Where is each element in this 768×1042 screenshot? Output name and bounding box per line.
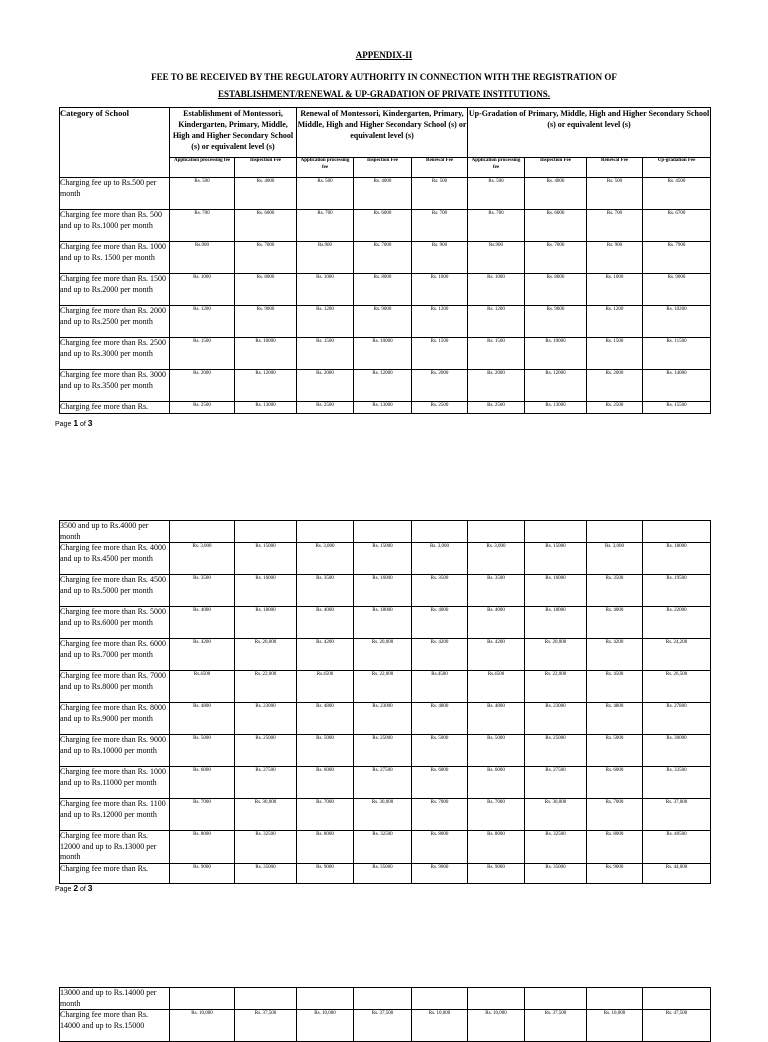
fee-cell: Rs.900 bbox=[170, 242, 235, 274]
fee-cell: Rs. 44,000 bbox=[643, 863, 711, 883]
row-category-label: 3500 and up to Rs.4000 per month bbox=[60, 521, 170, 543]
fee-cell: Rs. 1500 bbox=[170, 338, 235, 370]
fee-cell: Rs. 22000 bbox=[643, 607, 711, 639]
fee-cell: Rs. 12000 bbox=[525, 370, 587, 402]
fee-cell: Rs. 12000 bbox=[235, 370, 297, 402]
fee-row bbox=[60, 703, 711, 735]
fee-cell: Rs. 2000 bbox=[170, 370, 235, 402]
fee-cell bbox=[235, 521, 297, 543]
fee-cell: Rs. 700 bbox=[297, 210, 354, 242]
renewal-header: Renewal of Montessori, Kindergarten, Primary, Middle, High and Higher Secondary School (s) or equivalent level (s) bbox=[297, 108, 468, 158]
fee-cell: Rs. 2500 bbox=[468, 402, 525, 414]
fee-cell: Rs. 4200 bbox=[412, 639, 468, 671]
heading-line-1: FEE TO BE RECEIVED BY THE REGULATORY AUTHORITY IN CONNECTION WITH THE REGISTRATION OF bbox=[151, 72, 617, 82]
fee-row bbox=[60, 575, 711, 607]
fee-cell: Rs. 22,000 bbox=[235, 671, 297, 703]
fee-cell: Rs. 4000 bbox=[170, 607, 235, 639]
fee-cell: Rs. 7000 bbox=[170, 799, 235, 831]
fee-cell: Rs. 7000 bbox=[354, 242, 412, 274]
fee-cell: Rs. 2000 bbox=[297, 370, 354, 402]
row-category-label: Charging fee more than Rs. 3000 and up to Rs.3500 per month bbox=[60, 370, 170, 402]
fee-row bbox=[60, 242, 711, 274]
fee-table-page-2 bbox=[59, 520, 711, 884]
fee-cell: Rs. 6000 bbox=[412, 767, 468, 799]
fee-cell: Rs. 5000 bbox=[170, 735, 235, 767]
fee-cell bbox=[587, 521, 643, 543]
fee-cell: Rs. 3,000 bbox=[412, 543, 468, 575]
fee-cell: Rs. 4500 bbox=[643, 178, 711, 210]
fee-cell: Rs. 500 bbox=[170, 178, 235, 210]
fee-cell: Rs. 500 bbox=[587, 178, 643, 210]
row-category-label: Charging fee more than Rs. 9000 and up to Rs.10000 per month bbox=[60, 735, 170, 767]
fee-cell: Rs. 4000 bbox=[468, 607, 525, 639]
fee-row bbox=[60, 639, 711, 671]
fee-cell: Rs. 9000 bbox=[170, 863, 235, 883]
fee-cell: Rs. 4800 bbox=[412, 703, 468, 735]
fee-cell: Rs. 3,000 bbox=[297, 543, 354, 575]
fee-row bbox=[60, 210, 711, 242]
fee-cell: Rs. 20,000 bbox=[525, 639, 587, 671]
fee-cell: Rs. 1000 bbox=[412, 274, 468, 306]
fee-cell: Rs. 15000 bbox=[525, 543, 587, 575]
fee-cell: Rs. 4000 bbox=[412, 607, 468, 639]
fee-row bbox=[60, 767, 711, 799]
fee-cell: Rs. 25000 bbox=[235, 735, 297, 767]
row-category-label: Charging fee more than Rs. 500 and up to Rs.1000 per month bbox=[60, 210, 170, 242]
subcol-header: Application processing fee bbox=[170, 158, 235, 178]
fee-cell: Rs. 6000 bbox=[235, 210, 297, 242]
fee-cell bbox=[170, 521, 235, 543]
fee-cell: Rs. 5000 bbox=[412, 735, 468, 767]
row-category-label: Charging fee more than Rs. 4500 and up to Rs.5000 per month bbox=[60, 575, 170, 607]
fee-cell bbox=[170, 988, 235, 1010]
fee-cell: Rs. 500 bbox=[412, 178, 468, 210]
fee-cell: Rs. 2500 bbox=[587, 402, 643, 414]
fee-row bbox=[60, 543, 711, 575]
fee-cell: Rs. 2000 bbox=[468, 370, 525, 402]
fee-cell: Rs. 35000 bbox=[525, 863, 587, 883]
fee-cell: Rs. 1200 bbox=[468, 306, 525, 338]
fee-cell: Rs. 1000 bbox=[587, 274, 643, 306]
fee-cell: Rs. 6700 bbox=[643, 210, 711, 242]
fee-cell: Rs. 30,000 bbox=[235, 799, 297, 831]
fee-cell: Rs. 4800 bbox=[170, 703, 235, 735]
fee-cell: Rs. 1500 bbox=[412, 338, 468, 370]
fee-cell: Rs. 700 bbox=[468, 210, 525, 242]
fee-cell: Rs. 9000 bbox=[412, 863, 468, 883]
fee-cell: Rs. 9000 bbox=[354, 306, 412, 338]
fee-cell: Rs. 12000 bbox=[354, 370, 412, 402]
fee-cell: Rs. 25000 bbox=[525, 735, 587, 767]
fee-cell: Rs. 4000 bbox=[235, 178, 297, 210]
fee-cell: Rs. 9000 bbox=[643, 274, 711, 306]
fee-cell: Rs. 4200 bbox=[170, 639, 235, 671]
fee-cell: Rs. 9000 bbox=[297, 863, 354, 883]
row-category-label: Charging fee more than Rs. 1000 and up to Rs.11000 per month bbox=[60, 767, 170, 799]
fee-row bbox=[60, 274, 711, 306]
row-category-label: Charging fee more than Rs. 7000 and up to Rs.8000 per month bbox=[60, 671, 170, 703]
fee-cell: Rs. 7000 bbox=[412, 799, 468, 831]
fee-cell bbox=[354, 988, 412, 1010]
fee-cell: Rs. 2500 bbox=[297, 402, 354, 414]
fee-cell: Rs. 3500 bbox=[468, 575, 525, 607]
fee-cell: Rs. 4800 bbox=[587, 703, 643, 735]
fee-cell bbox=[643, 988, 711, 1010]
fee-cell: Rs. 27500 bbox=[235, 767, 297, 799]
fee-cell: Rs. 40500 bbox=[643, 831, 711, 864]
fee-cell: Rs. 23000 bbox=[525, 703, 587, 735]
fee-cell: Rs. 2000 bbox=[412, 370, 468, 402]
fee-cell bbox=[468, 988, 525, 1010]
fee-cell: Rs. 700 bbox=[170, 210, 235, 242]
fee-cell: Rs. 30,000 bbox=[354, 799, 412, 831]
fee-cell: Rs. 14000 bbox=[643, 370, 711, 402]
fee-row bbox=[60, 402, 711, 414]
fee-cell: Rs. 16000 bbox=[354, 575, 412, 607]
page-footer-2 bbox=[55, 883, 93, 893]
fee-cell: Rs. 3500 bbox=[297, 575, 354, 607]
fee-cell bbox=[297, 988, 354, 1010]
fee-cell bbox=[297, 521, 354, 543]
row-category-label: Charging fee up to Rs.500 per month bbox=[60, 178, 170, 210]
fee-cell: Rs. 500 bbox=[468, 178, 525, 210]
fee-cell: Rs. 4200 bbox=[297, 639, 354, 671]
fee-cell: Rs. 7000 bbox=[468, 799, 525, 831]
fee-cell: Rs. 37,000 bbox=[643, 799, 711, 831]
fee-cell bbox=[525, 521, 587, 543]
fee-cell: Rs. 10,000 bbox=[412, 1010, 468, 1042]
fee-cell: Rs. 27500 bbox=[525, 767, 587, 799]
page-footer-1 bbox=[55, 418, 93, 428]
fee-cell: Rs. 18000 bbox=[643, 543, 711, 575]
fee-cell: Rs. 23000 bbox=[354, 703, 412, 735]
row-category-label: Charging fee more than Rs. 1000 and up to Rs. 1500 per month bbox=[60, 242, 170, 274]
row-category-label: Charging fee more than Rs. 2000 and up to Rs.2500 per month bbox=[60, 306, 170, 338]
fee-cell: Rs.4500 bbox=[468, 671, 525, 703]
fee-cell: Rs. 5000 bbox=[297, 735, 354, 767]
fee-cell: Rs.4500 bbox=[170, 671, 235, 703]
fee-cell: Rs. 47,500 bbox=[643, 1010, 711, 1042]
fee-cell: Rs. 22,000 bbox=[525, 671, 587, 703]
row-category-label: Charging fee more than Rs. 1500 and up to Rs.2000 per month bbox=[60, 274, 170, 306]
fee-cell: Rs. 8000 bbox=[170, 831, 235, 864]
fee-cell: Rs. 15500 bbox=[643, 402, 711, 414]
fee-cell: Rs. 13000 bbox=[525, 402, 587, 414]
fee-cell: Rs. 1200 bbox=[412, 306, 468, 338]
page-footer-of: of bbox=[80, 421, 86, 428]
fee-cell: Rs. 5000 bbox=[587, 735, 643, 767]
fee-cell bbox=[525, 988, 587, 1010]
fee-cell: Rs. 700 bbox=[412, 210, 468, 242]
fee-cell: Rs. 6000 bbox=[354, 210, 412, 242]
fee-cell: Rs. 4800 bbox=[297, 703, 354, 735]
fee-row bbox=[60, 1010, 711, 1042]
fee-cell: Rs. 8000 bbox=[297, 831, 354, 864]
fee-table-page-1 bbox=[59, 107, 711, 414]
fee-cell: Rs. 1500 bbox=[468, 338, 525, 370]
fee-cell: Rs. 6000 bbox=[587, 767, 643, 799]
row-category-label: Charging fee more than Rs. 6000 and up to Rs.7000 per month bbox=[60, 639, 170, 671]
fee-cell: Rs. 7900 bbox=[643, 242, 711, 274]
fee-cell: Rs. 1000 bbox=[170, 274, 235, 306]
fee-cell bbox=[643, 521, 711, 543]
fee-row bbox=[60, 338, 711, 370]
fee-cell: Rs. 3500 bbox=[587, 575, 643, 607]
fee-cell: Rs. 10000 bbox=[235, 338, 297, 370]
page-footer-total: 3 bbox=[87, 883, 93, 893]
subcol-header: Up-gradation Fee bbox=[643, 158, 711, 178]
fee-cell: Rs. 2500 bbox=[412, 402, 468, 414]
fee-cell: Rs. 15000 bbox=[354, 543, 412, 575]
heading-line-2: ESTABLISHMENT/RENEWAL & UP-GRADATION OF PRIVATE INSTITUTIONS. bbox=[217, 89, 551, 99]
fee-cell: Rs.900 bbox=[468, 242, 525, 274]
fee-cell: Rs. 22,000 bbox=[354, 671, 412, 703]
fee-cell: Rs. 19500 bbox=[643, 575, 711, 607]
fee-cell: Rs. 4200 bbox=[468, 639, 525, 671]
fee-cell: Rs. 5000 bbox=[468, 735, 525, 767]
page-footer-prefix: Page bbox=[55, 886, 72, 893]
fee-cell: Rs. 37,500 bbox=[525, 1010, 587, 1042]
fee-cell: Rs. 20,000 bbox=[354, 639, 412, 671]
fee-cell: Rs. 500 bbox=[297, 178, 354, 210]
row-category-label: Charging fee more than Rs. 2500 and up to Rs.3000 per month bbox=[60, 338, 170, 370]
page-footer-total: 3 bbox=[87, 418, 93, 428]
subcol-header: Inspection Fee bbox=[525, 158, 587, 178]
fee-row bbox=[60, 988, 711, 1010]
fee-cell: Rs. 27500 bbox=[354, 767, 412, 799]
fee-cell: Rs. 900 bbox=[587, 242, 643, 274]
row-category-label: Charging fee more than Rs. bbox=[60, 863, 170, 883]
page-footer-prefix: Page bbox=[55, 421, 72, 428]
fee-cell: Rs. 1200 bbox=[297, 306, 354, 338]
establishment-header: Establishment of Montessori, Kindergarten, Primary, Middle, High and Higher Secondary School (s) or equivalent level (s) bbox=[170, 108, 297, 158]
fee-cell: Rs. 8000 bbox=[412, 831, 468, 864]
row-category-label: Charging fee more than Rs. 12000 and up to Rs.13000 per month bbox=[60, 831, 170, 864]
fee-cell: Rs. 13000 bbox=[354, 402, 412, 414]
fee-cell: Rs. 8000 bbox=[468, 831, 525, 864]
fee-cell: Rs. 900 bbox=[412, 242, 468, 274]
page-footer-of: of bbox=[80, 886, 86, 893]
fee-cell: Rs. 30000 bbox=[643, 735, 711, 767]
fee-cell: Rs. 9000 bbox=[587, 863, 643, 883]
fee-cell: Rs. 3,000 bbox=[468, 543, 525, 575]
fee-cell: Rs. 6000 bbox=[297, 767, 354, 799]
fee-cell: Rs. 9000 bbox=[235, 306, 297, 338]
fee-cell: Rs. 11500 bbox=[643, 338, 711, 370]
fee-cell: Rs. 18000 bbox=[354, 607, 412, 639]
fee-cell: Rs. 8000 bbox=[587, 831, 643, 864]
row-category-label: Charging fee more than Rs. 8000 and up to Rs.9000 per month bbox=[60, 703, 170, 735]
fee-cell: Rs. 6000 bbox=[468, 767, 525, 799]
fee-cell: Rs. 4000 bbox=[525, 178, 587, 210]
fee-cell: Rs. 700 bbox=[587, 210, 643, 242]
subcol-header: Application processing fee bbox=[297, 158, 354, 178]
fee-cell: Rs.900 bbox=[297, 242, 354, 274]
fee-cell: Rs. 37,500 bbox=[235, 1010, 297, 1042]
fee-cell: Rs. 1000 bbox=[468, 274, 525, 306]
fee-cell: Rs. 16000 bbox=[525, 575, 587, 607]
fee-cell: Rs. 9000 bbox=[525, 306, 587, 338]
fee-cell: Rs. 18000 bbox=[525, 607, 587, 639]
fee-row bbox=[60, 306, 711, 338]
fee-cell: Rs. 6000 bbox=[170, 767, 235, 799]
fee-cell: Rs. 10,000 bbox=[297, 1010, 354, 1042]
fee-cell: Rs. 1000 bbox=[297, 274, 354, 306]
row-category-label: Charging fee more than Rs. 4000 and up to Rs.4500 per month bbox=[60, 543, 170, 575]
row-category-label: 13000 and up to Rs.14000 per month bbox=[60, 988, 170, 1010]
fee-cell: Rs. 10,000 bbox=[170, 1010, 235, 1042]
fee-cell bbox=[235, 988, 297, 1010]
fee-cell: Rs.4500 bbox=[412, 671, 468, 703]
fee-cell: Rs. 4000 bbox=[297, 607, 354, 639]
fee-cell: Rs. 8000 bbox=[235, 274, 297, 306]
fee-cell: Rs. 4200 bbox=[587, 639, 643, 671]
fee-cell: Rs. 4000 bbox=[587, 607, 643, 639]
fee-cell: Rs. 25000 bbox=[354, 735, 412, 767]
fee-cell: Rs. 2500 bbox=[170, 402, 235, 414]
row-category-label: Charging fee more than Rs. 5000 and up to Rs.6000 per month bbox=[60, 607, 170, 639]
fee-cell bbox=[468, 521, 525, 543]
fee-cell: Rs. 15000 bbox=[235, 543, 297, 575]
fee-row bbox=[60, 799, 711, 831]
fee-cell: Rs. 3,000 bbox=[587, 543, 643, 575]
fee-cell: Rs. 10000 bbox=[354, 338, 412, 370]
appendix-title: APPENDIX-II bbox=[355, 50, 413, 60]
fee-cell: Rs. 10,000 bbox=[468, 1010, 525, 1042]
fee-cell: Rs. 1200 bbox=[587, 306, 643, 338]
row-category-label: Charging fee more than Rs. bbox=[60, 402, 170, 414]
fee-cell: Rs. 23000 bbox=[235, 703, 297, 735]
fee-cell: Rs. 30,000 bbox=[525, 799, 587, 831]
fee-cell: Rs. 7000 bbox=[235, 242, 297, 274]
fee-cell: Rs. 24,200 bbox=[643, 639, 711, 671]
fee-cell: Rs. 4800 bbox=[468, 703, 525, 735]
fee-row bbox=[60, 831, 711, 864]
fee-cell: Rs. 3,000 bbox=[170, 543, 235, 575]
fee-cell: Rs. 7000 bbox=[297, 799, 354, 831]
fee-cell bbox=[354, 521, 412, 543]
subcol-header: Inspection Fee bbox=[354, 158, 412, 178]
fee-cell bbox=[412, 988, 468, 1010]
fee-cell: Rs. 10,000 bbox=[587, 1010, 643, 1042]
fee-cell bbox=[587, 988, 643, 1010]
fee-cell: Rs. 10000 bbox=[525, 338, 587, 370]
fee-cell: Rs. 37,500 bbox=[354, 1010, 412, 1042]
fee-cell: Rs. 32500 bbox=[354, 831, 412, 864]
row-category-label: Charging fee more than Rs. 1100 and up to Rs.12000 per month bbox=[60, 799, 170, 831]
fee-cell: Rs. 32500 bbox=[525, 831, 587, 864]
fee-cell: Rs. 1500 bbox=[587, 338, 643, 370]
fee-cell: Rs. 1500 bbox=[297, 338, 354, 370]
fee-cell: Rs. 8000 bbox=[354, 274, 412, 306]
fee-cell: Rs. 35000 bbox=[354, 863, 412, 883]
fee-cell: Rs. 13000 bbox=[235, 402, 297, 414]
fee-cell: Rs. 2000 bbox=[587, 370, 643, 402]
subcol-header: Renewal Fee bbox=[412, 158, 468, 178]
fee-cell: Rs.4500 bbox=[297, 671, 354, 703]
fee-cell: Rs. 20,000 bbox=[235, 639, 297, 671]
fee-cell: Rs. 18000 bbox=[235, 607, 297, 639]
fee-row bbox=[60, 863, 711, 883]
fee-cell bbox=[412, 521, 468, 543]
subcol-header: Inspection Fee bbox=[235, 158, 297, 178]
fee-cell: Rs. 4500 bbox=[587, 671, 643, 703]
fee-cell: Rs. 8000 bbox=[525, 274, 587, 306]
fee-cell: Rs. 16000 bbox=[235, 575, 297, 607]
fee-cell: Rs. 33500 bbox=[643, 767, 711, 799]
upgradation-header: Up-Gradation of Primary, Middle, High and Higher Secondary School (s) or equivalent level (s) bbox=[468, 108, 711, 158]
fee-cell: Rs. 7000 bbox=[525, 242, 587, 274]
page-footer-number: 2 bbox=[73, 883, 79, 893]
fee-cell: Rs. 7000 bbox=[587, 799, 643, 831]
fee-cell: Rs. 3500 bbox=[412, 575, 468, 607]
fee-row bbox=[60, 370, 711, 402]
fee-cell: Rs. 6000 bbox=[525, 210, 587, 242]
fee-cell: Rs. 1200 bbox=[170, 306, 235, 338]
subcol-header: Application processing fee bbox=[468, 158, 525, 178]
page-footer-number: 1 bbox=[73, 418, 79, 428]
fee-cell: Rs. 3500 bbox=[170, 575, 235, 607]
fee-table-page-3 bbox=[59, 987, 711, 1042]
category-header: Category of School bbox=[60, 108, 170, 178]
fee-cell: Rs. 9000 bbox=[468, 863, 525, 883]
fee-row bbox=[60, 521, 711, 543]
fee-cell: Rs. 10200 bbox=[643, 306, 711, 338]
subcol-header: Renewal Fee bbox=[587, 158, 643, 178]
row-category-label: Charging fee more than Rs. 14000 and up to Rs.15000 bbox=[60, 1010, 170, 1042]
fee-cell: Rs. 35000 bbox=[235, 863, 297, 883]
fee-row bbox=[60, 671, 711, 703]
fee-cell: Rs. 4000 bbox=[354, 178, 412, 210]
fee-cell: Rs. 32500 bbox=[235, 831, 297, 864]
fee-row bbox=[60, 735, 711, 767]
fee-cell: Rs. 26,500 bbox=[643, 671, 711, 703]
fee-row bbox=[60, 178, 711, 210]
fee-cell: Rs. 27800 bbox=[643, 703, 711, 735]
fee-row bbox=[60, 607, 711, 639]
